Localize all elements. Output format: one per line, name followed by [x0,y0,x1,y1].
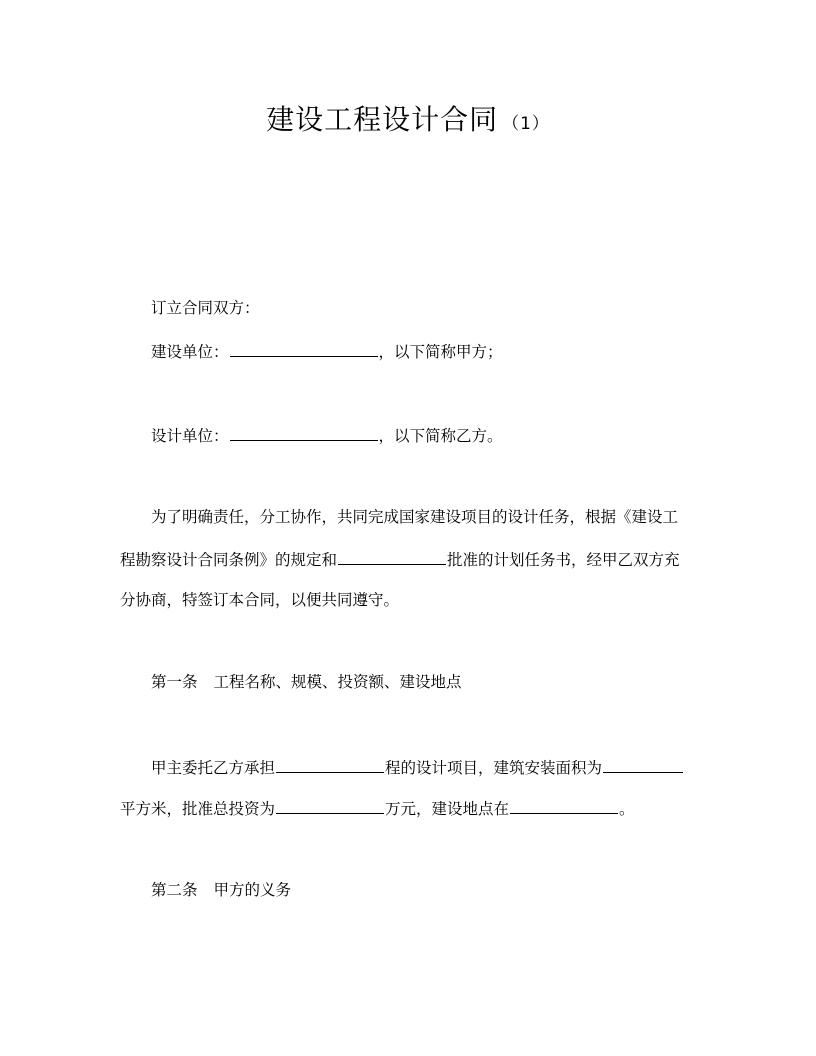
approval-authority-blank [338,548,446,565]
party-a-line [151,340,503,362]
party-b-tail: ，以下简称乙方。 [378,427,503,445]
title-text: 建设工程设计合同 [266,103,499,136]
article1-line-2-c: 。 [619,800,635,818]
preamble-line-3: 分协商，特签订本合同，以便共同遵守。 [120,591,400,609]
article2-title: 甲方的义务 [213,881,292,899]
investment-blank [276,797,384,814]
article1-line-2-b: 万元，建设地点在 [385,800,510,818]
preamble-line-1: 为了明确责任，分工协作，共同完成国家建设项目的设计任务，根据《建设工 [151,508,679,526]
preamble-line-2-b: 批准的计划任务书，经甲乙双方充 [447,551,680,569]
article1-line-2 [120,797,635,819]
project-name-blank [276,756,384,773]
document-title [0,98,816,138]
preamble-line-2-a: 程勘察设计合同条例》的规定和 [120,551,338,569]
party-b-line [151,424,503,446]
party-b-blank [230,424,378,441]
parties-intro: 订立合同双方： [151,299,260,317]
area-blank [603,756,683,773]
party-a-label: 建设单位： [151,343,229,361]
article2-heading [151,880,291,900]
article1-line-1-b: 程的设计项目，建筑安装面积为 [385,759,603,777]
party-a-blank [230,340,378,357]
article1-title: 工程名称、规模、投资额、建设地点 [213,673,462,691]
party-a-tail: ，以下简称甲方； [378,343,503,361]
article1-number: 第一条 [151,673,198,691]
article1-line-2-a: 平方米，批准总投资为 [120,800,276,818]
title-suffix: （1） [502,114,550,134]
party-b-label: 设计单位： [151,427,229,445]
article1-heading [151,672,462,692]
article1-line-1 [151,756,684,778]
preamble-line-2 [120,548,680,570]
location-blank [510,797,618,814]
article2-number: 第二条 [151,881,198,899]
article1-line-1-a: 甲主委托乙方承担 [151,759,276,777]
